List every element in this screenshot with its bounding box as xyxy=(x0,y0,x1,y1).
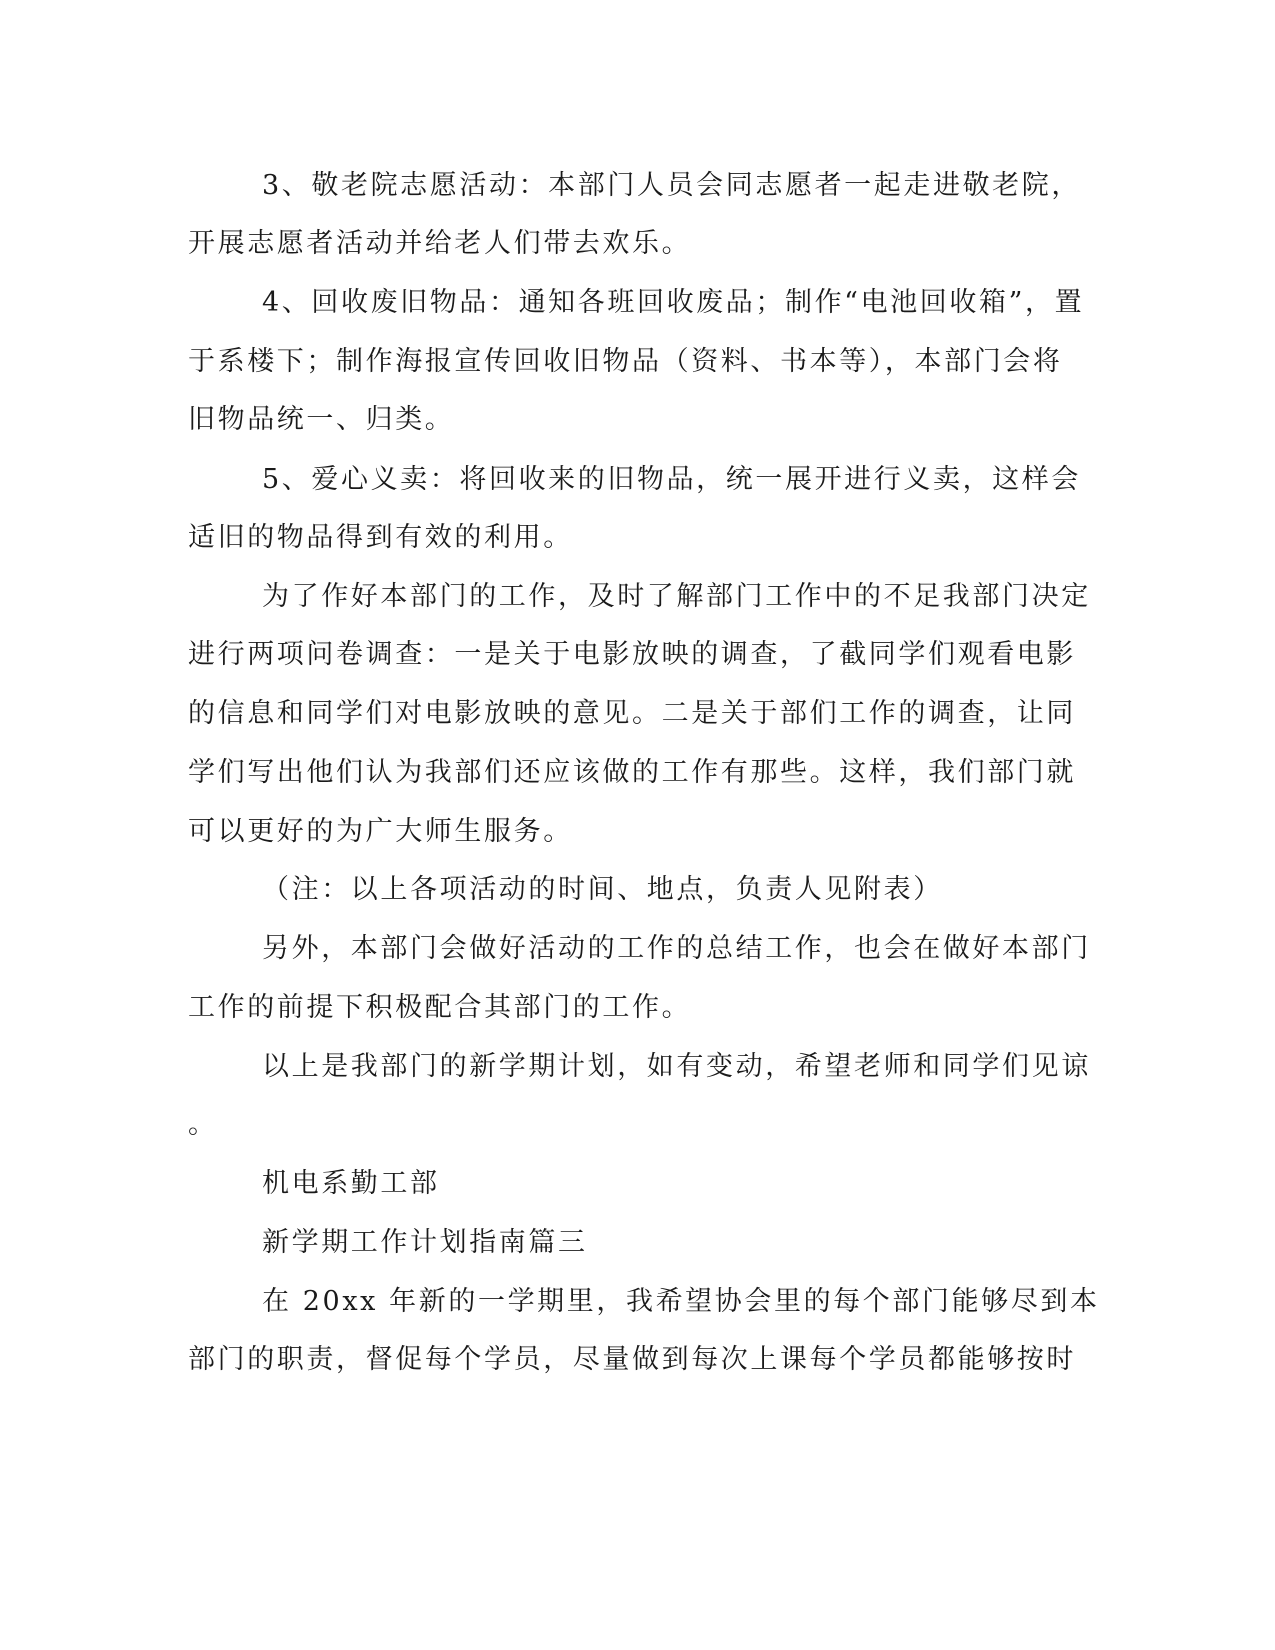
text-line: 可以更好的为广大师生服务。 xyxy=(188,816,573,847)
text-line: 3、敬老院志愿活动：本部门人员会同志愿者一起走进敬老院， xyxy=(262,170,1081,201)
text-line: （注：以上各项活动的时间、地点，负责人见附表） xyxy=(262,874,943,905)
text-line: 进行两项问卷调查：一是关于电影放映的调查，了截同学们观看电影 xyxy=(188,639,1076,670)
section-heading: 新学期工作计划指南篇三 xyxy=(262,1227,588,1258)
text-line: 开展志愿者活动并给老人们带去欢乐。 xyxy=(188,228,692,259)
text-line: 在 20xx 年新的一学期里，我希望协会里的每个部门能够尽到本 xyxy=(262,1286,1100,1317)
text-line: 5、爱心义卖：将回收来的旧物品，统一展开进行义卖，这样会 xyxy=(262,464,1081,495)
department-name: 机电系勤工部 xyxy=(262,1168,440,1199)
text-line: 学们写出他们认为我部们还应该做的工作有那些。这样，我们部门就 xyxy=(188,757,1076,788)
text-line: 。 xyxy=(188,1109,218,1140)
text-line: 部门的职责，督促每个学员，尽量做到每次上课每个学员都能够按时 xyxy=(188,1344,1076,1375)
text-line: 4、回收废旧物品：通知各班回收废品；制作“电池回收箱”，置 xyxy=(262,287,1085,318)
text-line: 的信息和同学们对电影放映的意见。二是关于部们工作的调查，让同 xyxy=(188,698,1076,729)
text-line: 另外，本部门会做好活动的工作的总结工作，也会在做好本部门 xyxy=(262,933,1091,964)
text-line: 适旧的物品得到有效的利用。 xyxy=(188,522,573,553)
text-line: 工作的前提下积极配合其部门的工作。 xyxy=(188,992,692,1023)
text-line: 于系楼下；制作海报宣传回收旧物品（资料、书本等），本部门会将 xyxy=(188,346,1063,377)
text-line: 以上是我部门的新学期计划，如有变动，希望老师和同学们见谅 xyxy=(262,1051,1091,1082)
text-line: 为了作好本部门的工作，及时了解部门工作中的不足我部门决定 xyxy=(262,581,1091,612)
text-line: 旧物品统一、归类。 xyxy=(188,404,455,435)
